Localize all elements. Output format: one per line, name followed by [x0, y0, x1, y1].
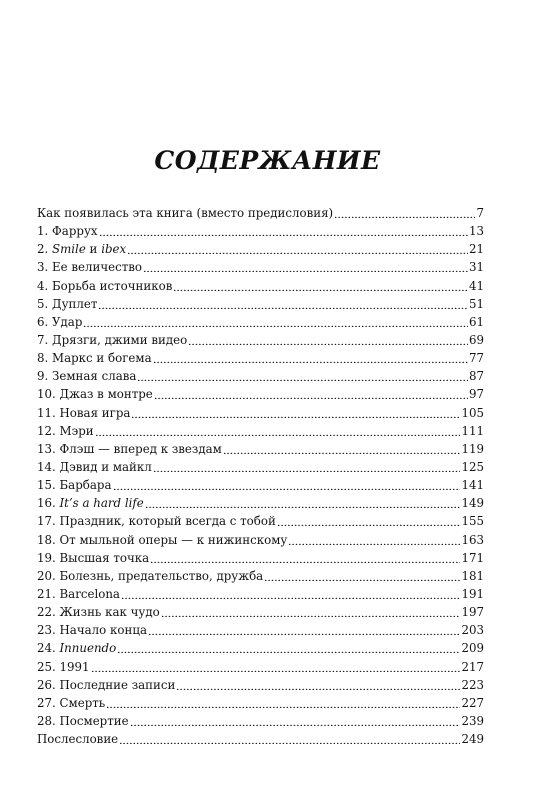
toc-entry [37, 712, 484, 730]
toc-entry-title-text: 1991 [59, 659, 90, 674]
toc-entry-title-text: Фаррух [52, 224, 98, 239]
toc-page-number: 197 [461, 605, 484, 620]
toc-dot-leader [334, 208, 475, 218]
toc-page-number: 163 [461, 532, 484, 547]
toc-entry-number: 9. [37, 369, 49, 384]
toc-entry-number: 27. [37, 695, 56, 710]
toc-page-number: 77 [468, 351, 484, 366]
toc-entry-title-text: Праздник, который всегда с тобой [59, 514, 276, 529]
toc-entry-title [37, 549, 149, 567]
toc-entry [37, 222, 484, 240]
page-title: СОДЕРЖАНИЕ [154, 146, 381, 175]
toc-entry [37, 549, 484, 567]
toc-dot-leader [143, 262, 468, 272]
toc-entry-title [37, 676, 175, 694]
toc-entry-number: 25. [37, 659, 56, 674]
toc-dot-leader [277, 516, 461, 526]
toc-entry-title-text: Джаз в монтре [59, 387, 153, 402]
toc-entry-title [37, 531, 287, 549]
toc-entry-title [37, 277, 172, 295]
toc-dot-leader [106, 698, 460, 708]
toc-entry [37, 422, 484, 440]
toc-entry-title [37, 385, 153, 403]
toc-entry-title [37, 404, 130, 422]
toc-page-number: 149 [461, 496, 484, 511]
toc-entry-title [37, 240, 126, 258]
toc-page-number: 227 [461, 695, 484, 710]
toc-entry [37, 240, 484, 258]
toc-entry-title-text: Посмертие [59, 713, 129, 728]
toc-entry-number: 8. [37, 351, 49, 366]
toc-dot-leader [91, 662, 461, 672]
toc-dot-leader [121, 589, 461, 599]
toc-dot-leader [148, 625, 460, 635]
toc-entry [37, 440, 484, 458]
toc-entry-title [37, 222, 98, 240]
toc-page-number: 87 [468, 369, 484, 384]
toc-entry-title [37, 258, 142, 276]
toc-entry-title-text: Смерть [59, 695, 106, 710]
toc-entry-title-part: Smile [52, 242, 86, 257]
toc-page-number: 171 [461, 550, 484, 565]
toc-entry-number: 21. [37, 586, 56, 601]
toc-page-number: 223 [461, 677, 484, 692]
toc-dot-leader [99, 226, 468, 236]
toc-entry [37, 676, 484, 694]
toc-entry-number: 14. [37, 459, 56, 474]
toc-entry-title-text: Ее величество [52, 260, 142, 275]
toc-page-number: 141 [461, 478, 484, 493]
toc-dot-leader [137, 371, 468, 381]
toc-entry-title-text: Последние записи [59, 677, 176, 692]
toc-entry-number: 15. [37, 478, 56, 493]
toc-entry-number: 13. [37, 441, 56, 456]
toc-entry [37, 295, 484, 313]
toc-entry-title [37, 621, 147, 639]
toc-entry-number: 28. [37, 713, 56, 728]
table-of-contents [37, 204, 484, 748]
toc-entry-title [37, 440, 222, 458]
toc-page-number: 51 [468, 296, 484, 311]
toc-dot-leader [153, 462, 461, 472]
toc-entry-title-part: It’s a hard life [59, 496, 144, 511]
toc-entry-title-text: Жизнь как чудо [59, 605, 160, 620]
toc-entry-number: 16. [37, 496, 56, 511]
toc-entry-title [37, 494, 144, 512]
toc-entry-title-text: Маркс и богема [52, 351, 152, 366]
toc-entry-title [37, 567, 263, 585]
toc-entry-title [37, 712, 129, 730]
toc-entry-title [37, 694, 105, 712]
toc-entry-title-text: Болезнь, предательство, дружба [59, 568, 264, 583]
toc-dot-leader [117, 643, 460, 653]
toc-dot-leader [150, 553, 460, 563]
toc-entry-title [37, 476, 112, 494]
toc-page-number: 105 [461, 405, 484, 420]
toc-entry-number: 20. [37, 568, 56, 583]
toc-entry [37, 585, 484, 603]
toc-entry [37, 331, 484, 349]
toc-entry-title-text: Начало конца [59, 623, 147, 638]
toc-dot-leader [131, 408, 460, 418]
toc-dot-leader [223, 444, 461, 454]
toc-page-number: 31 [468, 260, 484, 275]
toc-entry [37, 458, 484, 476]
toc-page-number: 13 [468, 224, 484, 239]
toc-entry-number: 2. [37, 242, 49, 257]
toc-entry-title [37, 585, 120, 603]
toc-entry [37, 621, 484, 639]
toc-entry-title [37, 204, 333, 222]
toc-entry-title-text: Высшая точка [59, 550, 150, 565]
toc-entry-number: 6. [37, 314, 49, 329]
toc-dot-leader [188, 335, 468, 345]
toc-entry-title-text: Флэш — вперед к звездам [59, 441, 222, 456]
toc-entry-title-text: Удар [52, 314, 83, 329]
toc-entry-title [37, 367, 136, 385]
toc-page-number: 249 [461, 732, 484, 747]
toc-entry-title [37, 331, 187, 349]
toc-entry-title [37, 730, 118, 748]
toc-entry [37, 367, 484, 385]
toc-page-number: 97 [468, 387, 484, 402]
toc-entry-title-text: Мэри [59, 423, 94, 438]
toc-entry-title-text: Борьба источников [52, 278, 173, 293]
toc-page-number: 7 [476, 206, 484, 220]
toc-entry-number: 11. [37, 405, 56, 420]
toc-entry-title-text: Новая игра [59, 405, 131, 420]
toc-entry-title [37, 512, 276, 530]
toc-dot-leader [98, 299, 468, 309]
toc-dot-leader [161, 607, 461, 617]
toc-entry [37, 476, 484, 494]
toc-page-number: 69 [468, 332, 484, 347]
toc-entry [37, 730, 484, 748]
toc-dot-leader [264, 571, 460, 581]
toc-entry [37, 404, 484, 422]
toc-entry [37, 639, 484, 657]
toc-entry-title [37, 458, 152, 476]
toc-dot-leader [127, 244, 468, 254]
toc-entry-title [37, 639, 116, 657]
toc-dot-leader [130, 716, 461, 726]
toc-entry-title-text: Дрязги, джими видео [52, 332, 188, 347]
toc-entry-number: 17. [37, 514, 56, 529]
toc-entry [37, 349, 484, 367]
toc-entry-title-text: Дуплет [52, 296, 98, 311]
toc-page-number: 61 [468, 314, 484, 329]
toc-entry-number: 22. [37, 605, 56, 620]
toc-entry-number: 4. [37, 278, 49, 293]
toc-entry-title-text: Земная слава [52, 369, 137, 384]
toc-entry-number: 23. [37, 623, 56, 638]
toc-page-number: 239 [461, 713, 484, 728]
toc-entry [37, 512, 484, 530]
toc-dot-leader [154, 389, 468, 399]
toc-entry-title [37, 603, 160, 621]
toc-page-number: 111 [461, 423, 484, 438]
toc-page-number: 209 [461, 641, 484, 656]
toc-entry [37, 204, 484, 222]
toc-page-number: 217 [461, 659, 484, 674]
toc-entry [37, 494, 484, 512]
toc-entry-title-text: Барбара [59, 478, 112, 493]
toc-entry-title [37, 295, 97, 313]
toc-entry-title [37, 349, 152, 367]
toc-entry-number: 7. [37, 332, 49, 347]
toc-entry-title-part: ibex [101, 242, 127, 257]
toc-dot-leader [173, 281, 468, 291]
toc-entry [37, 531, 484, 549]
toc-page-number: 155 [461, 514, 484, 529]
toc-entry-title-text: Дэвид и майкл [59, 459, 152, 474]
toc-dot-leader [176, 680, 460, 690]
toc-entry-title-text: Barcelona [59, 586, 120, 601]
toc-entry-number: 19. [37, 550, 56, 565]
toc-entry-title [37, 658, 90, 676]
toc-entry-title-text: От мыльной оперы — к нижинскому [59, 532, 288, 547]
toc-entry [37, 603, 484, 621]
toc-dot-leader [83, 317, 468, 327]
toc-entry-title-part: Innuendo [59, 641, 117, 656]
toc-page-number: 125 [461, 459, 484, 474]
toc-entry [37, 385, 484, 403]
toc-entry [37, 658, 484, 676]
toc-dot-leader [113, 480, 461, 490]
toc-entry-number: 26. [37, 677, 56, 692]
toc-entry-number: 12. [37, 423, 56, 438]
toc-entry-number: 5. [37, 296, 49, 311]
toc-entry-title [37, 422, 94, 440]
toc-dot-leader [145, 498, 461, 508]
toc-entry-number: 3. [37, 260, 49, 275]
toc-page-number: 41 [468, 278, 484, 293]
toc-entry [37, 277, 484, 295]
toc-page-number: 21 [468, 242, 484, 257]
toc-dot-leader [153, 353, 468, 363]
toc-entry-number: 1. [37, 224, 49, 239]
toc-entry [37, 694, 484, 712]
toc-entry-title-part: и [85, 242, 102, 257]
toc-entry-title-text: Послесловие [37, 732, 119, 747]
toc-entry [37, 567, 484, 585]
toc-entry-title-text: Как появилась эта книга (вместо предисловия) [37, 206, 334, 220]
toc-page-number: 191 [461, 586, 484, 601]
toc-dot-leader [95, 426, 461, 436]
toc-entry-number: 10. [37, 387, 56, 402]
toc-entry-number: 18. [37, 532, 56, 547]
toc-page-number: 181 [461, 568, 484, 583]
toc-entry [37, 258, 484, 276]
toc-entry-title [37, 313, 82, 331]
toc-dot-leader [288, 535, 460, 545]
toc-page-number: 203 [461, 623, 484, 638]
toc-entry-number: 24. [37, 641, 56, 656]
toc-entry [37, 313, 484, 331]
toc-dot-leader [119, 734, 460, 744]
toc-page-number: 119 [461, 441, 484, 456]
